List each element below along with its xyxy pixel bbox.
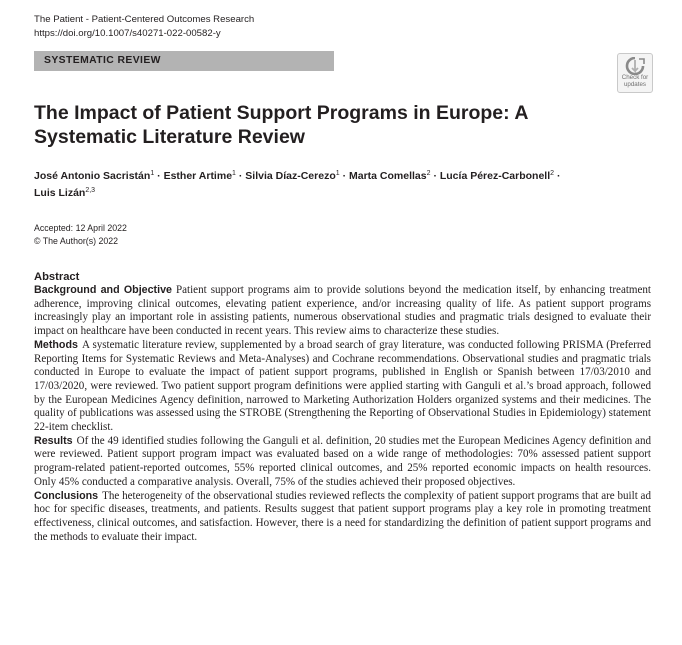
author[interactable]: Esther Artime$^1$ — [163, 170, 236, 182]
check-for-updates-icon — [625, 57, 645, 75]
author-separator: · — [238, 170, 243, 182]
badge-label-line2: updates — [623, 80, 647, 88]
journal-name: The Patient - Patient-Centered Outcomes Research — [34, 14, 255, 25]
paper-title: The Impact of Patient Support Programs in Europe: A Systematic Literature Review — [34, 102, 528, 148]
author-separator: · — [157, 170, 161, 182]
copyright-notice: © The Author(s) 2022 — [34, 236, 119, 246]
abstract-methods — [34, 339, 651, 435]
abstract — [34, 270, 651, 544]
author[interactable]: Lucía Pérez-Carbonell$^2$ — [439, 170, 555, 182]
abstract-background — [34, 284, 651, 339]
section-text: Patient support programs aim to provide solutions beyond the medication itself, by enhancing treatment adherence, improving clinical outcomes, elevating patient experience, and/or increasing quality of life. As patient support programs increasingly play an important role in assisting patients, numerous observational studies and pragmatic trials designed to evaluate their impact on healthcare have been conducted in recent years. This review aims to characterize these studies. — [34, 284, 652, 338]
accepted-date: Accepted: 12 April 2022 — [34, 223, 127, 233]
author-separator: · — [556, 170, 561, 182]
section-text: Of the 49 identified studies following the Ganguli et al. definition, 20 studies met the European Medicines Agency definition and were reviewed. Patient support program impact was evaluated based on a wide range of methodologies: 70% assessed patient support program-related patient-reported outcomes, 55% reported clinical outcomes, and 25% reported economic impacts on health resources. Only 45% conducted a comparative analysis. Overall, 75% of the studies achieved their proposed objectives. — [34, 434, 651, 488]
section-label: Background and Objective — [34, 284, 172, 296]
section-text: A systematic literature review, supplemented by a broad search of gray literature, was conducted following PRISMA (Preferred Reporting Items for Systematic Reviews and Meta-Analyses) and Cochrane recommendations. Observational studies and pragmatic trials conducted in Europe to evaluate the impact of patient support programs, published in English or Spanish between 17/03/2010 and 17/03/2020, were reviewed. Two patient support program definitions were applied starting with Ganguli et al.’s broad approach, followed by the European Medicines Agency definition, narrowed to Marketing Authorization Holders organized systems and their medicines. The quality of publications was assessed using the STROBE (Strengthening the Reporting of Observational Studies in Epidemiology) statement 22-item checklist. — [34, 338, 651, 434]
author[interactable]: Luis Lizán$^{2,3}$ — [34, 187, 96, 199]
doi-link[interactable]: https://doi.org/10.1007/s40271-022-00582-y — [34, 28, 221, 39]
badge-label-line1: Check for — [621, 74, 649, 81]
journal-header — [34, 13, 254, 41]
article-dates — [34, 222, 127, 248]
article-type-banner: SYSTEMATIC REVIEW — [34, 51, 334, 71]
check-for-updates-badge[interactable] — [617, 53, 653, 93]
author-separator: · — [342, 170, 347, 182]
author[interactable]: José Antonio Sacristán$^1$ — [34, 170, 155, 182]
author-separator: · — [433, 170, 437, 182]
section-label: Conclusions — [34, 489, 99, 502]
section-label: Results — [34, 434, 73, 447]
abstract-results — [34, 435, 651, 490]
abstract-heading: Abstract — [34, 271, 80, 283]
author-list — [34, 168, 634, 202]
section-text: The heterogeneity of the observational studies reviewed reflects the complexity of patient support programs that are built ad hoc for specific diseases, treatments, and patients. Results suggest that patient support programs play a key role in promoting treatment effectiveness, clinical outcomes, and satisfaction. However, there is a need for standardizing the definition of patient support programs and the methods to evaluate their impact. — [34, 489, 651, 543]
section-label: Methods — [34, 338, 78, 351]
author[interactable]: Silvia Díaz-Cerezo$^1$ — [245, 170, 340, 182]
author[interactable]: Marta Comellas$^2$ — [348, 170, 431, 182]
abstract-conclusions — [34, 490, 651, 545]
